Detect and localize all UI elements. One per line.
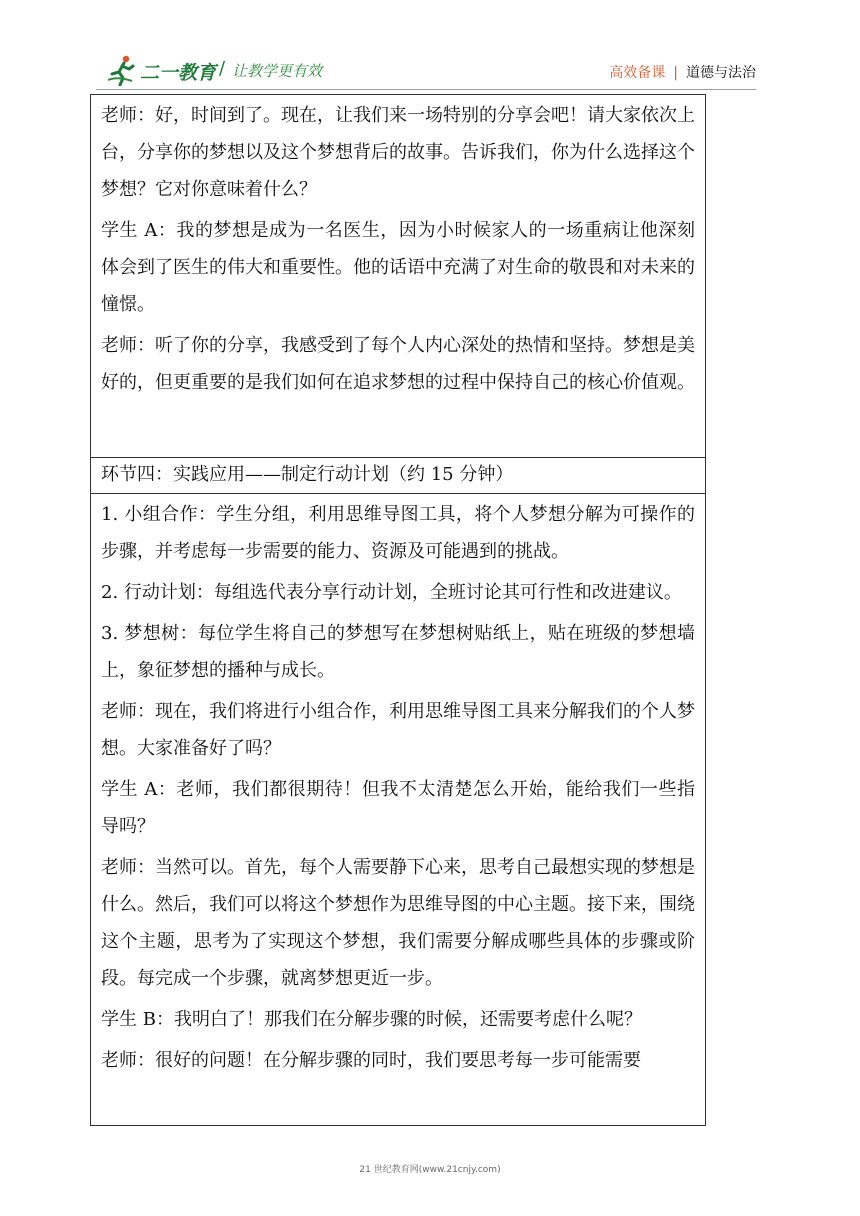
logo <box>106 54 336 90</box>
table-cell-dialogue <box>91 95 705 457</box>
paragraph: 老师：现在，我们将进行小组合作，利用思维导图工具来分解我们的个人梦想。大家准备好了吗？ <box>101 701 695 759</box>
running-figure-icon <box>106 54 136 86</box>
table-cell-section-title <box>91 457 705 493</box>
paragraph: 老师：很好的问题！在分解步骤的同时，我们要思考每一步可能需要 <box>101 1050 641 1071</box>
logo-divider: / <box>219 58 226 79</box>
paragraph: 老师：好，时间到了。现在，让我们来一场特别的分享会吧！请大家依次上台，分享你的梦想以及这个梦想背后的故事。告诉我们，你为什么选择这个梦想？它对你意味着什么？ <box>101 105 695 200</box>
header-right <box>609 62 756 82</box>
header-rule <box>96 89 756 90</box>
paragraph: 学生 B：我明白了！那我们在分解步骤的时候，还需要考虑什么呢？ <box>101 1009 642 1030</box>
paragraph: 学生 A：我的梦想是成为一名医生，因为小时候家人的一场重病让他深刻体会到了医生的伟大和重要性。他的话语中充满了对生命的敬畏和对未来的憧憬。 <box>101 220 695 315</box>
logo-name: 二一教育 <box>140 62 217 84</box>
paragraph: 1. 小组合作：学生分组，利用思维导图工具，将个人梦想分解为可操作的步骤，并考虑每一步需要的能力、资源及可能遇到的挑战。 <box>101 504 695 562</box>
paragraph: 2. 行动计划：每组选代表分享行动计划，全班讨论其可行性和改进建议。 <box>101 582 682 603</box>
header-separator: | <box>673 65 678 81</box>
header-label: 高效备课 <box>609 65 666 81</box>
logo-slogan: 让教学更有效 <box>232 62 323 80</box>
table-cell-activities <box>91 493 705 1125</box>
header-subject: 道德与法治 <box>686 65 756 81</box>
page-header <box>0 0 860 95</box>
paragraph: 老师：听了你的分享，我感受到了每个人内心深处的热情和坚持。梦想是美好的，但更重要的是我们如何在追求梦想的过程中保持自己的核心价值观。 <box>101 335 695 393</box>
paragraph: 老师：当然可以。首先，每个人需要静下心来，思考自己最想实现的梦想是什么。然后，我们可以将这个梦想作为思维导图的中心主题。接下来，围绕这个主题，思考为了实现这个梦想，我们需要分解成哪些具体的步骤或阶段。每完成一个步骤，就离梦想更近一步。 <box>101 857 695 989</box>
paragraph: 学生 A：老师，我们都很期待！但我不太清楚怎么开始，能给我们一些指导吗？ <box>101 779 695 837</box>
paragraph: 3. 梦想树：每位学生将自己的梦想写在梦想树贴纸上，贴在班级的梦想墙上，象征梦想的播种与成长。 <box>101 623 695 681</box>
page-footer: 21 世纪教育网(www.21cnjy.com) <box>359 1165 501 1175</box>
section-title: 环节四：实践应用——制定行动计划（约 15 分钟） <box>101 464 514 485</box>
lesson-table <box>90 94 706 1126</box>
